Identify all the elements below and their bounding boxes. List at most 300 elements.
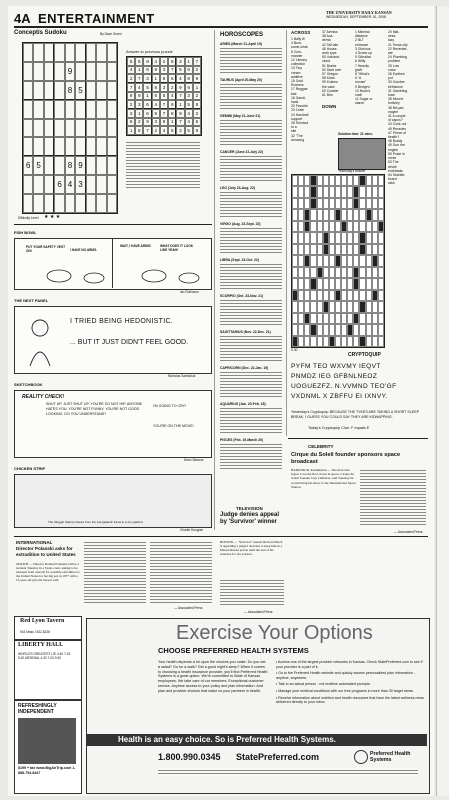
sudoku-cell [65, 137, 75, 156]
sudoku-answer-cell: 3 [160, 83, 168, 92]
crossword-clue: pot [388, 76, 393, 81]
sudoku-cell [44, 100, 54, 119]
international-body-cont-2 [150, 540, 212, 604]
crossword-clue: 25 Low [388, 63, 399, 68]
sudoku-cell: 9 [65, 62, 75, 81]
horoscope-entry [220, 294, 282, 326]
horoscope-text [220, 406, 282, 434]
sudoku-cell [44, 156, 54, 175]
television-label: TELEVISION [236, 506, 263, 511]
sudoku-answer-cell: 1 [135, 66, 143, 75]
sudoku-answer-cell: 1 [176, 100, 184, 109]
masthead-rule [14, 26, 428, 28]
crossword-clue: engine [388, 147, 399, 152]
fish-bowl-speech-2: I HAVE NO ARMS. [70, 248, 98, 252]
crossword-clue: 43 Conk out [388, 122, 407, 127]
international-label: INTERNATIONAL [16, 540, 53, 545]
sudoku-answer-cell: 4 [127, 66, 135, 75]
crossword-clue: it "A [355, 76, 362, 81]
television-body: BOSTON — "Survivor" winner Richard Hatch is appealing a judge's decision to keep him in a Massachusetts prison until the end of his sentence for tax evasion. [220, 540, 283, 556]
horoscope-text [220, 226, 282, 254]
sudoku-cell [75, 119, 85, 138]
sudoku-answer-cell: 1 [135, 109, 143, 118]
sudoku-cell [33, 43, 43, 62]
sudoku-answer-cell: 7 [160, 100, 168, 109]
horoscopes-title: HOROSCOPES [220, 32, 264, 38]
crossword-clue: graft [355, 67, 362, 72]
crossword-cell [378, 244, 384, 255]
across-clues-2 [322, 30, 354, 97]
sudoku-cell [107, 62, 117, 81]
crossword-clue: fast [291, 91, 297, 96]
horoscope-text [220, 82, 282, 110]
sketchbook-speech-1: SHUT UP. JUST SHUT UP. YOU'RE SO NOT HIP. ANYONE HATES YOU. YOU'RE NOT FUNNY. YOU'RE NOT GOOD LOOKING. DO YOU UNDERSTAND? [46, 402, 143, 416]
crossword-cell [378, 313, 384, 324]
sudoku-cell [33, 137, 43, 156]
sudoku-cell [44, 81, 54, 100]
paper-name: THE UNIVERSITY DAILY KANSAN [326, 10, 392, 15]
crossword-clue: mouse" [355, 80, 367, 85]
sudoku-answer-cell: 6 [143, 109, 151, 118]
crossword-clue: 48 Buddy [388, 139, 403, 144]
crossword-clue: 12 Literary [291, 58, 308, 63]
cryptoquip-yesterday: Yesterday's Cryptoquip: BECAUSE THE TYKES ARE TAKING A SHORT SLEEP BREAK, I GUESS YOU COULD SAY THEY ARE KIDNAPPING. [291, 410, 419, 419]
sudoku-cell [86, 156, 96, 175]
crossword-clue: 38 Aca- [322, 34, 334, 39]
celebrity-body-cont [360, 468, 426, 526]
horoscope-text [220, 262, 282, 290]
sudoku-cell [54, 137, 64, 156]
crossword-clue: 46 House- [322, 46, 338, 51]
sudoku-answer-cell: 8 [168, 109, 176, 118]
horoscope-text [220, 190, 282, 218]
sketchbook-credit: Drew Stearns [184, 458, 204, 462]
horoscope-sign: ARIES (March 21-April 19) [220, 42, 262, 46]
health-ad-body: Your health depends a lot upon the choices you make. Do you eat a salad? Go for a walk? Get a good night's sleep? When it comes to choosing a health insurance provider, you'll find Preferred Health Systems is a great option. We're committed to State of Kansas employees. We take care of our members. Exceptional customer service. Anytime access to your policy and plan information. And plan and provider choices that make us your partners in health. [158, 660, 268, 693]
health-ad-fineprint [158, 768, 418, 776]
crossword-clue: 35 Moved [388, 97, 403, 102]
sudoku-cell [23, 62, 33, 81]
crossword-cell [382, 167, 385, 169]
sudoku-answer-cell: 6 [168, 126, 176, 135]
sudoku-answer-cell: 1 [127, 126, 135, 135]
across-label: ACROSS [291, 30, 311, 35]
sudoku-answer-cell: 2 [168, 83, 176, 92]
crossword-clue: 32 "The [291, 133, 303, 138]
chicken-strip-title: CHICKEN STRIP [14, 466, 46, 471]
crossword-cell [378, 198, 384, 209]
sudoku-answer-cell: 3 [176, 126, 184, 135]
crossword-clue: 59 It takes [322, 80, 338, 85]
sudoku-answer-cell: 8 [160, 118, 168, 127]
sketchbook-speech-2: I'M GOING TO CRY! [153, 404, 187, 408]
crossword-clue: 17 Reggae [291, 87, 308, 92]
across-clues [291, 37, 321, 142]
sudoku-cell [75, 100, 85, 119]
horoscope-entry [220, 330, 282, 362]
cryptoquip-line: PNMDZ IEG GFBNLNEOZ [291, 373, 378, 380]
sudoku-answer-cell: 9 [193, 74, 201, 83]
crossword-clue: 20 Mat- [388, 30, 400, 34]
crossword-clue: Amazing [291, 137, 305, 142]
sudoku-answer-cell: 8 [135, 126, 143, 135]
sudoku-answer-cell: 9 [176, 109, 184, 118]
crossword-clue: health? [388, 135, 400, 140]
solution-time: Solution time: 21 mins. [338, 132, 373, 136]
sudoku-cell [96, 43, 106, 62]
sudoku-cell [107, 175, 117, 194]
big-air-name: REFRESHINGLY INDEPENDENT [18, 703, 57, 715]
sudoku-cell [33, 194, 43, 213]
horoscope-entry [220, 150, 282, 182]
sudoku-cell [33, 62, 43, 81]
sudoku-answer-cell: 4 [168, 92, 176, 101]
ad-bullet: • Receive information about nutrition and health resources that have the latest wellness news delivered directly to your inbox. [276, 695, 424, 705]
yesterday-answer-label: Yesterday's answer [338, 169, 366, 173]
sudoku-answer-cell: 5 [152, 109, 160, 118]
sudoku-cell [107, 119, 117, 138]
crossword-clue: stick [388, 181, 395, 186]
sudoku-cell [75, 137, 85, 156]
horoscope-entry [220, 114, 282, 146]
horoscope-list [220, 42, 282, 488]
sudoku-cell [107, 43, 117, 62]
fish-bowl-speech-3: WAIT, I HAVE ARMS! [120, 244, 151, 248]
sudoku-cell [107, 100, 117, 119]
crossword-number: 9-30 [291, 348, 298, 352]
sudoku-cell [54, 156, 64, 175]
cryptoquip-line: UOGUEZFZ. N.VVMND TEO'GF [291, 383, 397, 390]
crossword-clue: 8 Com- [291, 49, 303, 54]
sudoku-cell [107, 137, 117, 156]
sudoku-cell [65, 43, 75, 62]
sudoku-answer-cell: 5 [185, 100, 193, 109]
sudoku-answer-cell: 8 [143, 66, 151, 75]
crossword-clue: maybe [388, 109, 399, 114]
crossword-clue: 1 Minimal [355, 30, 370, 34]
crossword-clue: 28 Shortcut [291, 121, 309, 126]
sudoku-answer-cell: 1 [185, 57, 193, 66]
horoscope-sign: VIRGO (Aug. 23-Sept. 22) [220, 222, 261, 226]
crossword-answer-grid [338, 138, 386, 170]
fish-bowl-speech-4: WHAT DOES IT LOOK LIKE YEAH! [160, 244, 194, 252]
health-ad-logo: Preferred Health Systems [370, 751, 411, 763]
sudoku-answer-cell: 4 [185, 109, 193, 118]
big-air-image [18, 718, 76, 764]
sketchbook-title: SKETCHBOOK [14, 382, 43, 387]
horoscope-entry [220, 186, 282, 218]
crossword-clue: to a [291, 125, 297, 130]
sudoku-cell [54, 100, 64, 119]
sudoku-cell [96, 100, 106, 119]
celebrity-body: BAIKONUR, Kazakhstan — The man who hopes to be the first clown in space, Cirque du Soleil founder Guy Laliberte, said Tuesday he would bring his show to the International Space Station. [291, 468, 356, 489]
down-clues-2 [388, 30, 428, 186]
horoscope-sign: TAURUS (April 20-May 20) [220, 78, 262, 82]
sudoku-cell: 5 [33, 156, 43, 175]
column-rule-1 [214, 30, 215, 530]
crossword-clue: 2 BLT [355, 38, 364, 43]
international-headline: Director Polanski asks for extradition to United States [16, 546, 76, 557]
sudoku-answer-cell: 9 [135, 92, 143, 101]
liberty-hall-detail: WORLD'S GREATEST LIE 4:40 7:15 9:20 ARSENAL 4:30 7:00 9:30 [18, 652, 71, 660]
horoscope-sign: PISCES (Feb. 19-March 20) [220, 438, 264, 442]
sudoku-answer-cell: 7 [135, 74, 143, 83]
crossword-cell [378, 278, 384, 289]
horoscope-entry [220, 366, 282, 398]
cryptoquip-line: PYFM TEO WXVMY IEQVT [291, 363, 381, 370]
sudoku-cell [44, 43, 54, 62]
liberty-hall-ad[interactable] [14, 640, 82, 700]
celebrity-headline: Cirque du Soleil founder sponsors space broadcast [291, 452, 401, 465]
crossword-clue: 54 Stubble- [388, 172, 406, 177]
television-credit: — Associated Press [244, 610, 273, 614]
sudoku-answer-cell: 2 [152, 126, 160, 135]
difficulty-label: Difficulty Level [18, 216, 39, 220]
sudoku-cell [86, 81, 96, 100]
sudoku-cell [86, 43, 96, 62]
sudoku-cell [96, 175, 106, 194]
sudoku-cell [33, 81, 43, 100]
crossword-clue: 9 Bridge's [355, 84, 370, 89]
crossword-clue: 51 Brains [322, 63, 337, 68]
sudoku-cell [86, 100, 96, 119]
answer-title: Answer to previous puzzle [126, 49, 173, 54]
sudoku-answer-cell: 3 [185, 92, 193, 101]
sudoku-answer-cell: 7 [127, 83, 135, 92]
crossword-clue: mander [291, 53, 303, 58]
sudoku-cell [86, 194, 96, 213]
sudoku-cell: 9 [75, 156, 85, 175]
crossword-clue: 41 A couple [388, 114, 406, 119]
crossword-clue: 49 Gun the [388, 143, 405, 148]
horoscope-sign: SCORPIO (Oct. 23-Nov. 21) [220, 294, 264, 298]
newspaper-page [8, 6, 434, 796]
horoscope-entry [220, 438, 282, 470]
sudoku-cell [44, 62, 54, 81]
sudoku-cell [65, 194, 75, 213]
sudoku-cell: 8 [65, 156, 75, 175]
horoscope-text [220, 154, 282, 182]
health-ad-url[interactable]: StatePreferred.com [236, 752, 320, 762]
sudoku-cell [75, 194, 85, 213]
health-ad-banner: Health is an easy choice. So is Preferred Health Systems. [118, 735, 336, 744]
sudoku-cell [96, 62, 106, 81]
crossword-clue: lazy [388, 38, 395, 43]
difficulty-stars: ★ ★ ★ [44, 214, 61, 220]
sudoku-answer-cell: 1 [168, 118, 176, 127]
sudoku-cell [86, 175, 96, 194]
big-air-detail: $199 + tax www.BigAirTrip.com 1-888-754-8447 [18, 766, 76, 775]
horoscope-text [220, 442, 282, 470]
sudoku-answer-cell: 3 [143, 74, 151, 83]
crossword-clue: 52 Start over [322, 67, 342, 72]
next-panel-figure [22, 316, 62, 368]
red-lyon-name: Red Lyon Tavern [20, 618, 65, 624]
sudoku-answer-cell: 9 [176, 83, 184, 92]
sudoku-answer-cell: 5 [127, 57, 135, 66]
sudoku-cell: 6 [54, 175, 64, 194]
international-body: ZURICH — Director Roman Polanski will be a resident Tuesday in a Swiss court, asking to be released from custody for possible extradition to the United States for having sex in 1977 with a 13-year-old girl, his lawyer said. [16, 562, 80, 582]
horoscope-entry [220, 78, 282, 110]
sudoku-cell [33, 119, 43, 138]
sudoku-cell [23, 43, 33, 62]
sudoku-cell [54, 81, 64, 100]
sudoku-rule [14, 224, 212, 225]
sudoku-answer-cell: 2 [127, 74, 135, 83]
sudoku-answer-cell: 7 [176, 92, 184, 101]
sudoku-answer-cell: 9 [143, 118, 151, 127]
crossword-cell [378, 290, 384, 301]
cryptoquip-line: VXDNML X ZBFFU EI IXNVY. [291, 393, 388, 400]
sudoku-cell [54, 43, 64, 62]
crossword-clue: 45 Recedes [388, 126, 407, 131]
sudoku-cell: 3 [75, 175, 85, 194]
sudoku-cell [23, 81, 33, 100]
horoscope-sign: GEMINI (May 21-June 21) [220, 114, 261, 118]
sudoku-cell [96, 194, 106, 213]
crossword-cell [378, 186, 384, 197]
crossword-clue: birthstone [388, 84, 403, 89]
crossword-clue: 11 Sugar or [355, 97, 373, 102]
sudoku-answer-cell: 4 [185, 118, 193, 127]
horoscope-sign: SAGITTARIUS (Nov. 22-Dec. 21) [220, 330, 271, 334]
crossword-clue: 38 Bit part, [388, 105, 405, 110]
health-ad-bullets [276, 660, 424, 707]
sudoku-answer-cell: 2 [193, 92, 201, 101]
sudoku-cell [23, 175, 33, 194]
crossword-clue: 24 Plumbing [388, 55, 407, 60]
horoscope-text [220, 334, 282, 362]
sudoku-title: Conceptis Sudoku [14, 30, 67, 36]
crossword-cell [378, 175, 384, 186]
next-panel-speech-1: I TRIED BEING HEDONISTIC. [70, 318, 174, 325]
down-label: DOWN [322, 104, 337, 109]
crossword-cell [378, 209, 384, 220]
crossword-clue: 22 Reverber- [388, 46, 408, 51]
sudoku-cell [86, 119, 96, 138]
health-ad-subheadline: CHOOSE PREFERRED HEALTH SYSTEMS [158, 646, 309, 655]
crossword-clue: whole [388, 164, 397, 169]
comics-bottom-rule [14, 536, 428, 537]
column-rule-2 [286, 30, 287, 436]
sudoku-cell [44, 119, 54, 138]
fish-bowl-speech-1: PUT YOUR SAFETY VEST ON! [26, 245, 66, 253]
crossword-clue: 58 Khan [322, 76, 335, 81]
sudoku-answer-cell: 7 [176, 118, 184, 127]
sudoku-byline: By Dave Green [100, 32, 122, 36]
sudoku-cell [96, 81, 106, 100]
down-clues [355, 30, 387, 106]
crossword-clue: 10 Noah's [355, 88, 371, 93]
crossword-clue: support [291, 116, 303, 121]
sudoku-answer-cell: 5 [143, 83, 151, 92]
chicken-strip-caption: The Slugga! Stamp relaxes from the intergalactic travel in a zen garden. [48, 520, 144, 524]
crossword-clue: 50 Poise in [388, 151, 405, 156]
crossword-clue: 6 Witty [355, 59, 366, 64]
sudoku-cell [54, 62, 64, 81]
issue-date: WEDNESDAY, SEPTEMBER 10, 2008 [326, 15, 386, 19]
crossword-clue: furtively [388, 101, 400, 106]
next-panel-credit: Nicholas Sambaluk [168, 374, 196, 378]
red-lyon-detail: 944 Mass / 832-8228 [20, 630, 50, 634]
section-title: ENTERTAINMENT [38, 11, 155, 26]
cryptoquip-title: CRYPTOQUIP [348, 352, 381, 358]
sudoku-answer-cell: 6 [185, 66, 193, 75]
sketchbook-speech-3: YOU'RE ON THE MOVE! [153, 424, 194, 428]
sudoku-answer-cell: 4 [176, 74, 184, 83]
sudoku-answer-cell: 4 [152, 100, 160, 109]
ad-bullet: • Access one of the largest provider networks in Kansas. Check StatePreferred.com to see if your provider is a part of it. [276, 660, 423, 669]
crossword-clue: 15 Gold [291, 79, 303, 84]
health-ad-phone[interactable]: 1.800.990.0345 [158, 752, 221, 762]
sudoku-answer-cell: 4 [135, 83, 143, 92]
ad-bullet: • Manage your medical conditions with our free programs in more than 30 target areas. [276, 688, 414, 693]
crossword-clue: 60 Coaster [322, 88, 339, 93]
cryptoquip-clue: Today's Cryptoquip Clue: F equals E [308, 426, 370, 430]
horoscope-text [220, 298, 282, 326]
crossword-clue: town [388, 93, 396, 98]
crossword-clue: 7 Heavily [355, 63, 369, 68]
sudoku-answer-cell: 3 [127, 109, 135, 118]
sudoku-answer-cell: 8 [152, 83, 160, 92]
sudoku-answer-cell: 7 [160, 109, 168, 118]
crossword-clue: of capos? [388, 118, 403, 123]
horoscope-sign: LIBRA (Sept. 23-Oct. 22) [220, 258, 259, 262]
sudoku-cell [96, 137, 106, 156]
sudoku-answer-cell: 7 [193, 57, 201, 66]
crossword-clue: voice [388, 67, 396, 72]
crossword-cell [378, 336, 384, 347]
sudoku-answer-cell: 6 [152, 92, 160, 101]
horoscope-sign: CANCER (June 22-July 22) [220, 150, 263, 154]
crossword-grid [291, 174, 385, 348]
sudoku-answer-cell: 2 [135, 118, 143, 127]
sudoku-cell [33, 175, 43, 194]
crossword-clue: 4 Screw up [355, 51, 372, 56]
crossword-clue: cloud [322, 59, 331, 64]
crossword-clue: 13 Tiny [291, 66, 302, 71]
fish-bowl-title: FISH BOWL [14, 230, 37, 235]
sudoku-cell: 5 [75, 81, 85, 100]
crossword-clue: Rushers [291, 83, 304, 88]
crossword-clue: 26 Earthen [388, 72, 405, 77]
crossword-clue: 31 Gambling [388, 88, 408, 93]
sudoku-answer-cell: 7 [168, 66, 176, 75]
crossword-clue: 61 Brio [322, 93, 333, 98]
crossword-clue: additive [291, 74, 303, 79]
crossword-clue: cream [291, 70, 301, 75]
sudoku-answer-grid [126, 56, 202, 136]
sudoku-cell [54, 194, 64, 213]
puzzle-rule [288, 438, 428, 439]
international-body-cont [84, 540, 146, 604]
sudoku-answer-cell: 9 [168, 100, 176, 109]
crossword-clue: distance [355, 34, 368, 39]
sudoku-cell [33, 100, 43, 119]
crossword-clue: 30 October [388, 80, 405, 85]
sudoku-cell [107, 156, 117, 175]
crossword-clue: board [388, 177, 397, 182]
horoscope-text [220, 118, 282, 146]
ad-bullet: • Go to the Preferred Health website and quickly access personalized plan information - anytime, anywhere. [276, 671, 415, 680]
horoscope-entry [220, 258, 282, 290]
crossword-clue: 20 Favorite [291, 104, 308, 109]
health-ad-logo-icon [354, 750, 368, 764]
section-number: 4A [14, 11, 31, 26]
crossword-cell [378, 324, 384, 335]
sudoku-cell [23, 119, 33, 138]
horoscope-sign: LEO (July 23-Aug. 22) [220, 186, 256, 190]
